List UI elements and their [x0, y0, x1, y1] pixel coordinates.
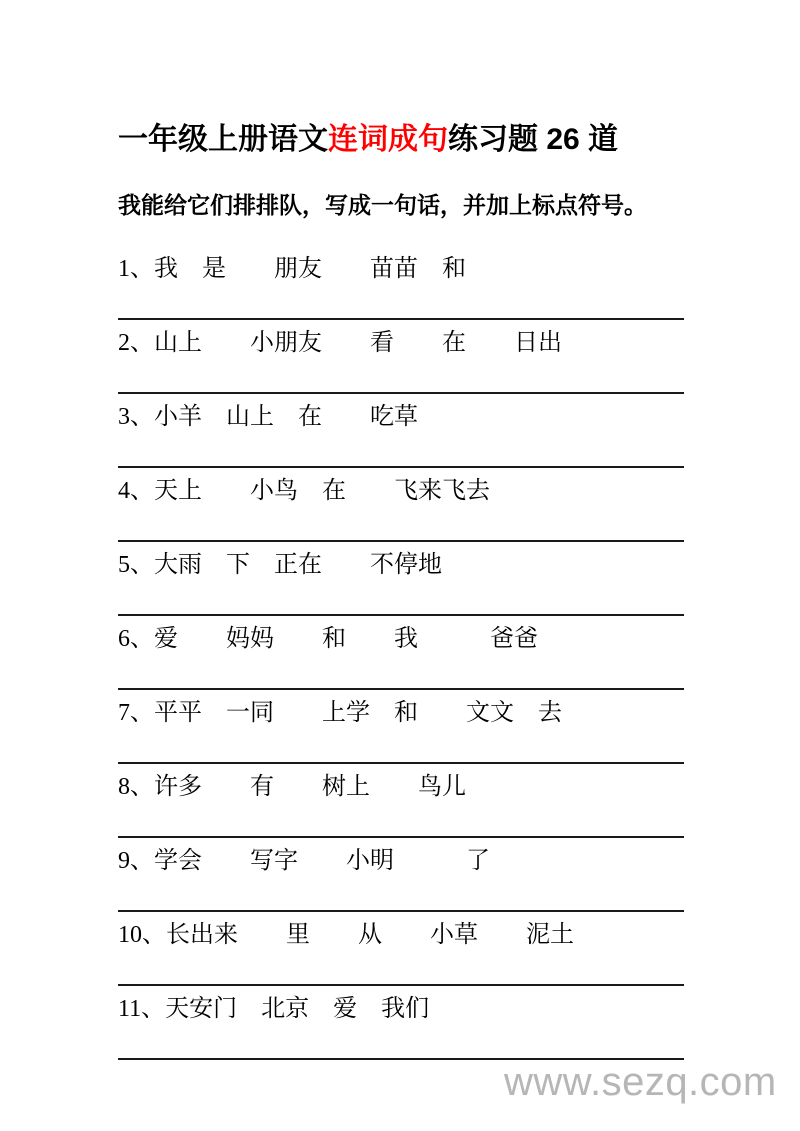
- answer-line[interactable]: [118, 808, 684, 844]
- question-item: [118, 548, 684, 622]
- question-text: [118, 770, 684, 808]
- question-text: [118, 696, 684, 734]
- answer-line[interactable]: [118, 438, 684, 474]
- answer-line[interactable]: [118, 512, 684, 548]
- question-text: [118, 400, 684, 438]
- question-text: [118, 844, 684, 882]
- question-number: 1、: [118, 256, 154, 282]
- title-prefix: 一年级上册语文: [118, 123, 328, 157]
- question-item: [118, 474, 684, 548]
- question-words: 爱 妈妈 和 我 爸爸: [154, 626, 538, 652]
- question-number: 7、: [118, 700, 154, 726]
- answer-line[interactable]: [118, 956, 684, 992]
- question-words: 许多 有 树上 鸟儿: [154, 774, 466, 800]
- question-number: 4、: [118, 478, 154, 504]
- question-words: 天安门 北京 爱 我们: [165, 996, 430, 1022]
- title-highlight: 连词成句: [328, 123, 448, 157]
- question-words: 学会 写字 小明 了: [154, 848, 490, 874]
- question-text: [118, 252, 684, 290]
- question-item: [118, 622, 684, 696]
- question-list: [118, 252, 684, 1066]
- question-item: [118, 770, 684, 844]
- answer-line[interactable]: [118, 364, 684, 400]
- answer-line[interactable]: [118, 734, 684, 770]
- question-words: 平平 一同 上学 和 文文 去: [154, 700, 562, 726]
- question-item: [118, 844, 684, 918]
- question-text: [118, 474, 684, 512]
- question-words: 大雨 下 正在 不停地: [154, 552, 442, 578]
- question-number: 2、: [118, 330, 154, 356]
- question-number: 6、: [118, 626, 154, 652]
- question-number: 5、: [118, 552, 154, 578]
- question-words: 长出来 里 从 小草 泥土: [166, 922, 574, 948]
- answer-line[interactable]: [118, 586, 684, 622]
- question-text: [118, 548, 684, 586]
- question-text: [118, 622, 684, 660]
- question-words: 山上 小朋友 看 在 日出: [154, 330, 562, 356]
- question-number: 11、: [118, 996, 166, 1022]
- question-item: [118, 326, 684, 400]
- question-item: [118, 992, 684, 1066]
- page-title: [118, 120, 698, 160]
- question-item: [118, 252, 684, 326]
- question-words: 小羊 山上 在 吃草: [154, 404, 418, 430]
- question-number: 9、: [118, 848, 154, 874]
- question-number: 8、: [118, 774, 154, 800]
- question-text: [118, 992, 684, 1030]
- answer-line[interactable]: [118, 882, 684, 918]
- question-number: 10、: [118, 922, 166, 948]
- title-suffix: 练习题 26 道: [448, 123, 619, 157]
- question-words: 天上 小鸟 在 飞来飞去: [154, 478, 490, 504]
- question-number: 3、: [118, 404, 154, 430]
- answer-line[interactable]: [118, 660, 684, 696]
- site-watermark: www.sezq.com: [504, 1060, 777, 1104]
- question-item: [118, 918, 684, 992]
- instruction-text: 我能给它们排排队，写成一句话，并加上标点符号。: [118, 192, 647, 218]
- question-text: [118, 918, 684, 956]
- question-words: 我 是 朋友 苗苗 和: [154, 256, 466, 282]
- question-item: [118, 696, 684, 770]
- question-text: [118, 326, 684, 364]
- question-item: [118, 400, 684, 474]
- answer-line[interactable]: [118, 290, 684, 326]
